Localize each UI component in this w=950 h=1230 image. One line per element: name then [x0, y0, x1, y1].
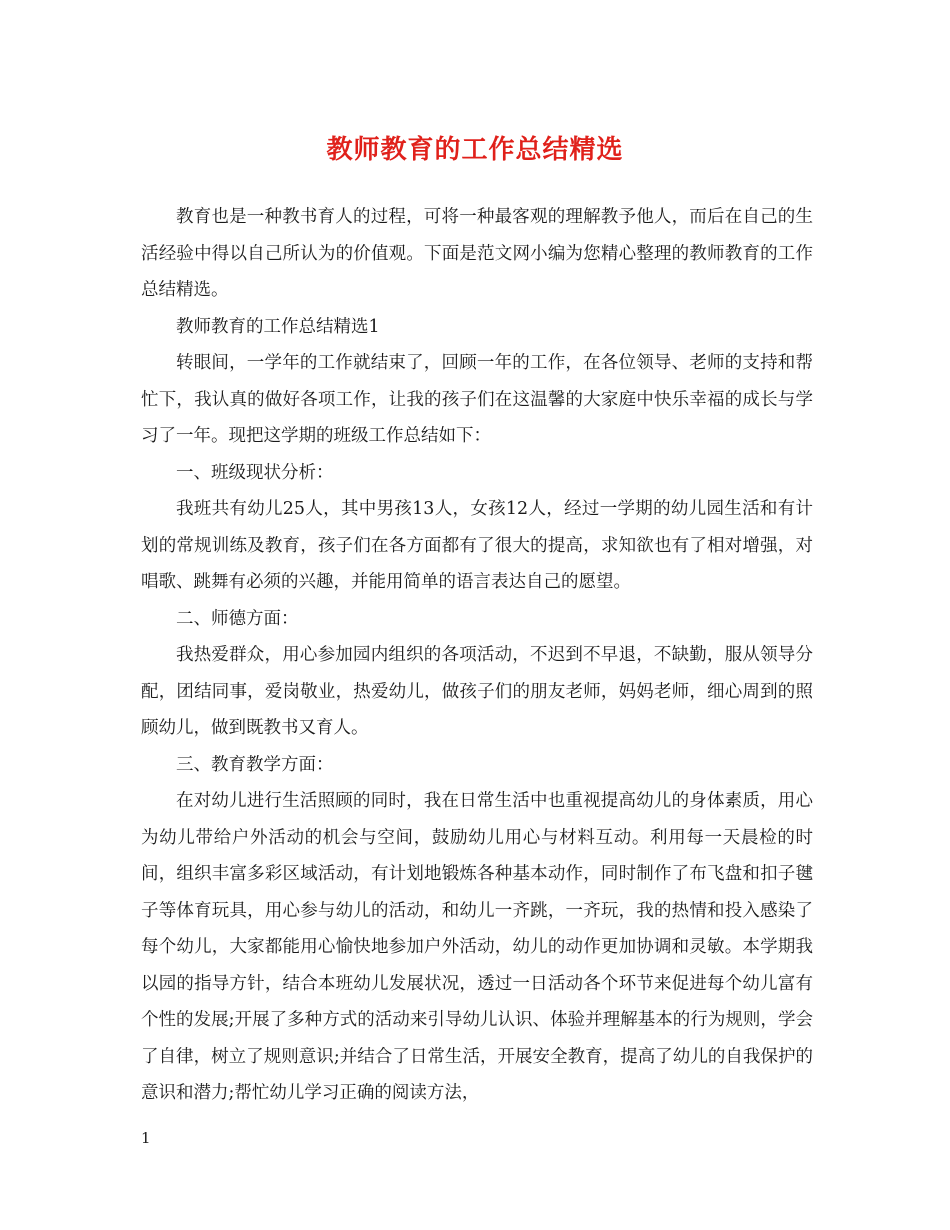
paragraph: 在对幼儿进行生活照顾的同时，我在日常生活中也重视提高幼儿的身体素质，用心为幼儿带给户外活动的机会与空间，鼓励幼儿用心与材料互动。利用每一天晨检的时间，组织丰富多彩区域活动，有计划地锻炼各种基本动作，同时制作了布飞盘和扣子毽子等体育玩具，用心参与幼儿的活动，和幼儿一齐跳，一齐玩，我的热情和投入感染了每个幼儿，大家都能用心愉快地参加户外活动，幼儿的动作更加协调和灵敏。本学期我以园的指导方针，结合本班幼儿发展状况，透过一日活动各个环节来促进每个幼儿富有个性的发展;开展了多种方式的活动来引导幼儿认识、体验并理解基本的行为规则，学会了自律，树立了规则意识;并结合了日常生活，开展安全教育，提高了幼儿的自我保护的意识和潜力;帮忙幼儿学习正确的阅读方法，: [141, 791, 813, 1103]
document-body: [141, 199, 813, 1112]
section-heading: 二、师德方面：: [176, 608, 299, 629]
paragraph: 我热爱群众，用心参加园内组织的各项活动，不迟到不早退，不缺勤，服从领导分配，团结同事，爱岗敬业，热爱幼儿，做孩子们的朋友老师，妈妈老师，细心周到的照顾幼儿，做到既教书又育人。: [141, 645, 813, 738]
paragraph: 转眼间，一学年的工作就结束了，回顾一年的工作，在各位领导、老师的支持和帮忙下，我认真的做好各项工作，让我的孩子们在这温馨的大家庭中快乐幸福的成长与学习了一年。现把这学期的班级工作总结如下：: [141, 353, 813, 446]
section-heading: 一、班级现状分析：: [176, 462, 334, 483]
paragraph-intro: 教育也是一种教书育人的过程，可将一种最客观的理解教予他人，而后在自己的生活经验中得以自己所认为的价值观。下面是范文网小编为您精心整理的教师教育的工作总结精选。: [141, 207, 813, 300]
page-number: 1: [141, 1129, 151, 1147]
document-title: 教师教育的工作总结精选: [326, 135, 624, 165]
section-heading: 三、教育教学方面：: [176, 754, 334, 775]
paragraph: 我班共有幼儿25人，其中男孩13人，女孩12人，经过一学期的幼儿园生活和有计划的常规训练及教育，孩子们在各方面都有了很大的提高，求知欲也有了相对增强，对唱歌、跳舞有必须的兴趣，并能用简单的语言表达自己的愿望。: [141, 499, 813, 592]
section-heading: 教师教育的工作总结精选1: [176, 316, 380, 337]
